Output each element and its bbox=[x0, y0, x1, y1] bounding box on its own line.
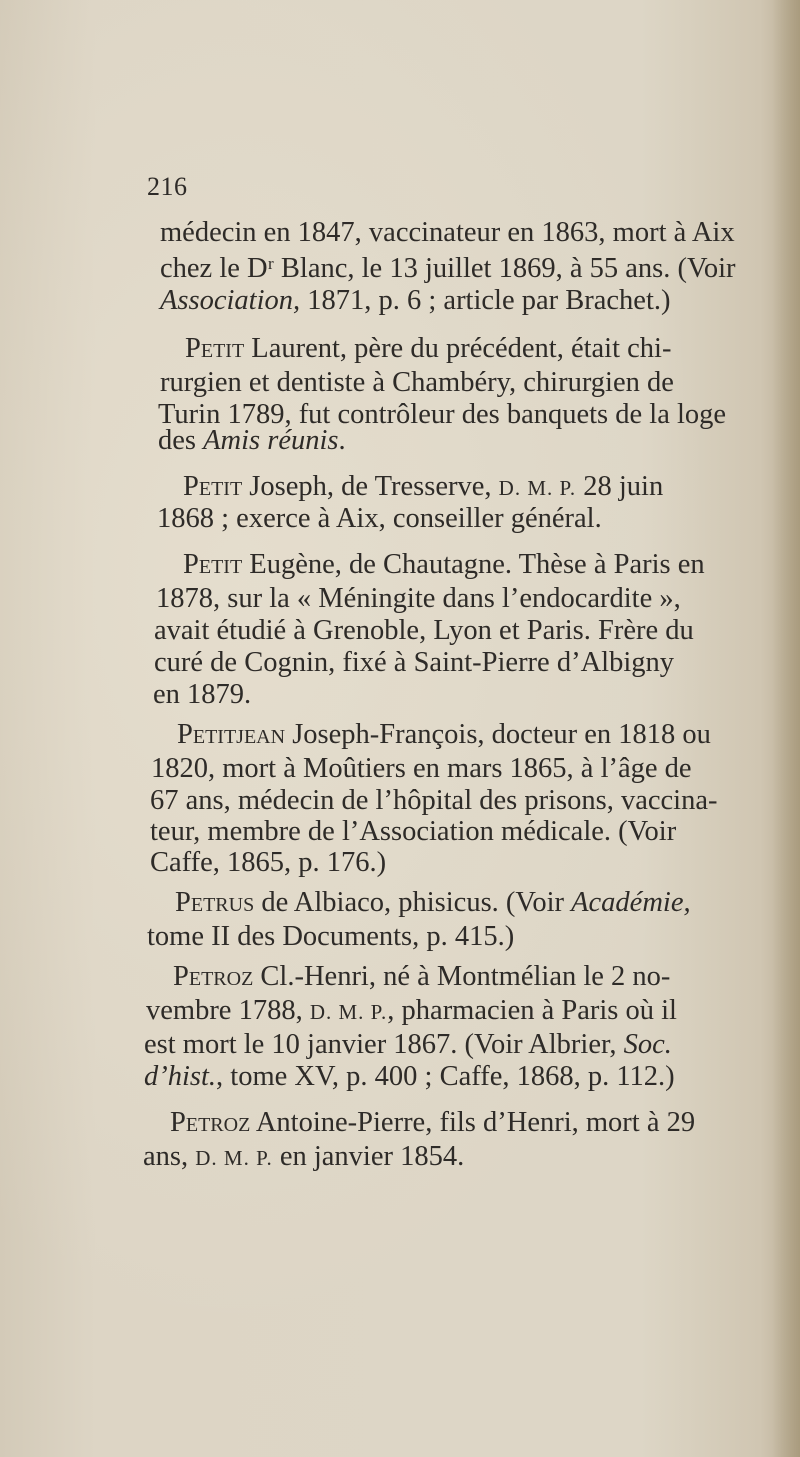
text-span: Cl.-Henri, né à Montmélian le 2 no- bbox=[253, 961, 671, 992]
entry-line bbox=[170, 1106, 695, 1140]
text-span: de Albiaco, phisicus. (Voir bbox=[254, 887, 572, 918]
entry-name: Petit bbox=[183, 471, 243, 502]
italic-text: Association, bbox=[160, 285, 301, 316]
entry-name: Petroz bbox=[173, 961, 254, 992]
text-line: Caffe, 1865, p. 176.) bbox=[150, 847, 387, 878]
text-line bbox=[160, 284, 671, 318]
italic-text: Amis réunis bbox=[203, 425, 339, 456]
entry-name: Petitjean bbox=[177, 719, 286, 750]
entry-name: Petroz bbox=[170, 1107, 251, 1138]
text-span: est mort le 10 janvier 1867. (Voir Albrier, bbox=[144, 1029, 624, 1060]
text-span: , pharmacien à Paris où il bbox=[387, 995, 677, 1026]
text-line: Turin 1789, fut contrôleur des banquets de la loge bbox=[158, 399, 727, 430]
text-line bbox=[158, 424, 346, 458]
text-span: vembre 1788, bbox=[146, 995, 310, 1026]
text-line bbox=[144, 1060, 675, 1094]
entry-name: Petit bbox=[185, 333, 245, 364]
text-span: Antoine-Pierre, fils d’Henri, mort à 29 bbox=[250, 1107, 696, 1138]
text-span: en janvier 1854. bbox=[272, 1141, 465, 1172]
entry-line bbox=[183, 470, 663, 505]
abbreviation: D. M. P. bbox=[195, 1146, 273, 1170]
page-number: 216 bbox=[147, 172, 188, 201]
entry-name: Petit bbox=[183, 549, 243, 580]
entry-line bbox=[175, 886, 691, 920]
text-span: 28 juin bbox=[576, 471, 664, 502]
text-line bbox=[146, 994, 677, 1029]
text-span: Joseph-François, docteur en 1818 ou bbox=[285, 719, 711, 750]
text-line: 1820, mort à Moûtiers en mars 1865, à l’âge de bbox=[151, 753, 692, 784]
entry-line bbox=[177, 718, 711, 752]
text-line: rurgien et dentiste à Chambéry, chirurgien de bbox=[160, 367, 674, 398]
text-span: 1871, p. 6 ; article par Brachet.) bbox=[300, 285, 671, 316]
italic-text: Soc. bbox=[623, 1029, 672, 1060]
text-span: Laurent, père du précédent, était chi- bbox=[244, 333, 672, 364]
text-line: 1868 ; exerce à Aix, conseiller général. bbox=[157, 503, 602, 534]
text-span: ans, bbox=[143, 1141, 196, 1172]
page-edge-shadow bbox=[772, 0, 800, 1457]
text-line: avait étudié à Grenoble, Lyon et Paris. Frère du bbox=[154, 615, 694, 646]
text-line: chez le Dʳ Blanc, le 13 juillet 1869, à 55 ans. (Voir bbox=[160, 253, 736, 284]
italic-text: Académie, bbox=[571, 887, 691, 918]
entry-line bbox=[173, 960, 670, 994]
text-line: 1878, sur la « Méningite dans l’endocardite », bbox=[156, 583, 681, 614]
text-span: Eugène, de Chautagne. Thèse à Paris en bbox=[242, 549, 705, 580]
text-span: , tome XV, p. 400 ; Caffe, 1868, p. 112.) bbox=[216, 1061, 675, 1092]
text-line: tome II des Documents, p. 415.) bbox=[147, 921, 515, 952]
text-span: Joseph, de Tresserve, bbox=[242, 471, 499, 502]
entry-line bbox=[185, 332, 671, 366]
text-line: 67 ans, médecin de l’hôpital des prisons, vaccina- bbox=[150, 785, 718, 816]
text-line: médecin en 1847, vaccinateur en 1863, mort à Aix bbox=[160, 217, 735, 248]
text-line: curé de Cognin, fixé à Saint-Pierre d’Albigny bbox=[154, 647, 674, 678]
entry-name: Petrus bbox=[175, 887, 255, 918]
text-span: des bbox=[158, 425, 204, 456]
text-line: en 1879. bbox=[153, 679, 252, 710]
text-line bbox=[144, 1028, 672, 1062]
abbreviation: D. M. P. bbox=[309, 1000, 388, 1024]
text-line bbox=[143, 1140, 464, 1175]
text-line: teur, membre de l’Association médicale. (Voir bbox=[150, 816, 677, 847]
text-span: . bbox=[338, 425, 346, 456]
abbreviation: D. M. P. bbox=[498, 476, 577, 500]
italic-text: d’hist. bbox=[144, 1061, 217, 1092]
entry-line bbox=[183, 548, 705, 582]
